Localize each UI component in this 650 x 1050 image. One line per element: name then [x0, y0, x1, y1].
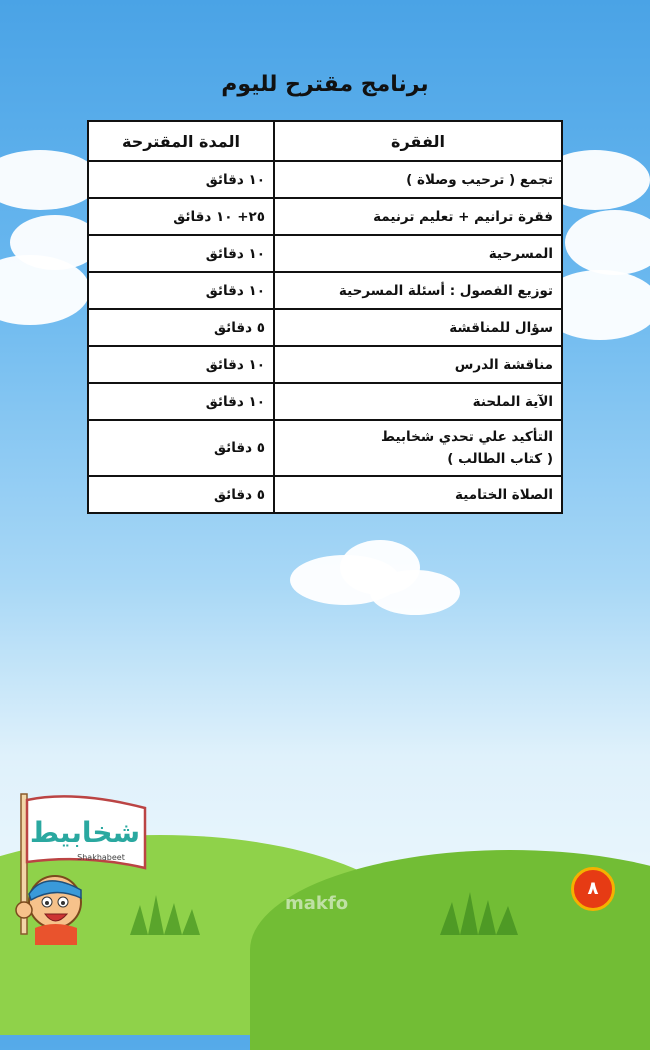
row-item	[274, 420, 562, 476]
page-title: برنامج مقترح لليوم	[221, 72, 429, 97]
logo-latin-text: Shakhabeet	[77, 853, 125, 862]
row-item: الصلاة الختامية	[274, 476, 562, 513]
page-number-badge: ٨	[571, 867, 615, 911]
row-item: فقرة ترانيم + تعليم ترنيمة	[274, 198, 562, 235]
table-row	[88, 161, 562, 198]
row-duration: ١٠ دقائق	[88, 383, 274, 420]
logo-arabic-text: شخابيط	[29, 816, 141, 849]
table-row	[88, 198, 562, 235]
row-duration: ٥ دقائق	[88, 476, 274, 513]
header-item: الفقرة	[274, 121, 562, 161]
table-row	[88, 272, 562, 309]
row-duration: ١٠ دقائق	[88, 272, 274, 309]
table-row	[88, 476, 562, 513]
cloud	[0, 150, 100, 210]
header-duration: المدة المقترحة	[88, 121, 274, 161]
table-row	[88, 235, 562, 272]
row-item-line1: التأكيد علي تحدي شخابيط	[380, 429, 553, 445]
cloud	[370, 570, 460, 615]
row-duration: ٥ دقائق	[88, 420, 274, 476]
row-item: تجمع ( ترحيب وصلاة )	[274, 161, 562, 198]
row-item-line2: ( كتاب الطالب )	[447, 451, 553, 467]
row-duration: ٢٥+ ١٠ دقائق	[88, 198, 274, 235]
table-row	[88, 420, 562, 476]
row-duration: ١٠ دقائق	[88, 235, 274, 272]
row-duration: ٥ دقائق	[88, 309, 274, 346]
row-duration: ١٠ دقائق	[88, 161, 274, 198]
table-row	[88, 383, 562, 420]
grass-tuft	[440, 890, 530, 935]
grass-tuft	[130, 895, 210, 935]
row-item: توزيع الفصول : أسئلة المسرحية	[274, 272, 562, 309]
row-item: الآية الملحنة	[274, 383, 562, 420]
row-item: المسرحية	[274, 235, 562, 272]
row-item: سؤال للمناقشة	[274, 309, 562, 346]
table-header-row	[88, 121, 562, 161]
schedule-table	[87, 120, 563, 514]
row-duration: ١٠ دقائق	[88, 346, 274, 383]
table-row	[88, 346, 562, 383]
row-item: مناقشة الدرس	[274, 346, 562, 383]
table-row	[88, 309, 562, 346]
cloud	[565, 210, 650, 275]
watermark: makfo	[285, 893, 349, 914]
